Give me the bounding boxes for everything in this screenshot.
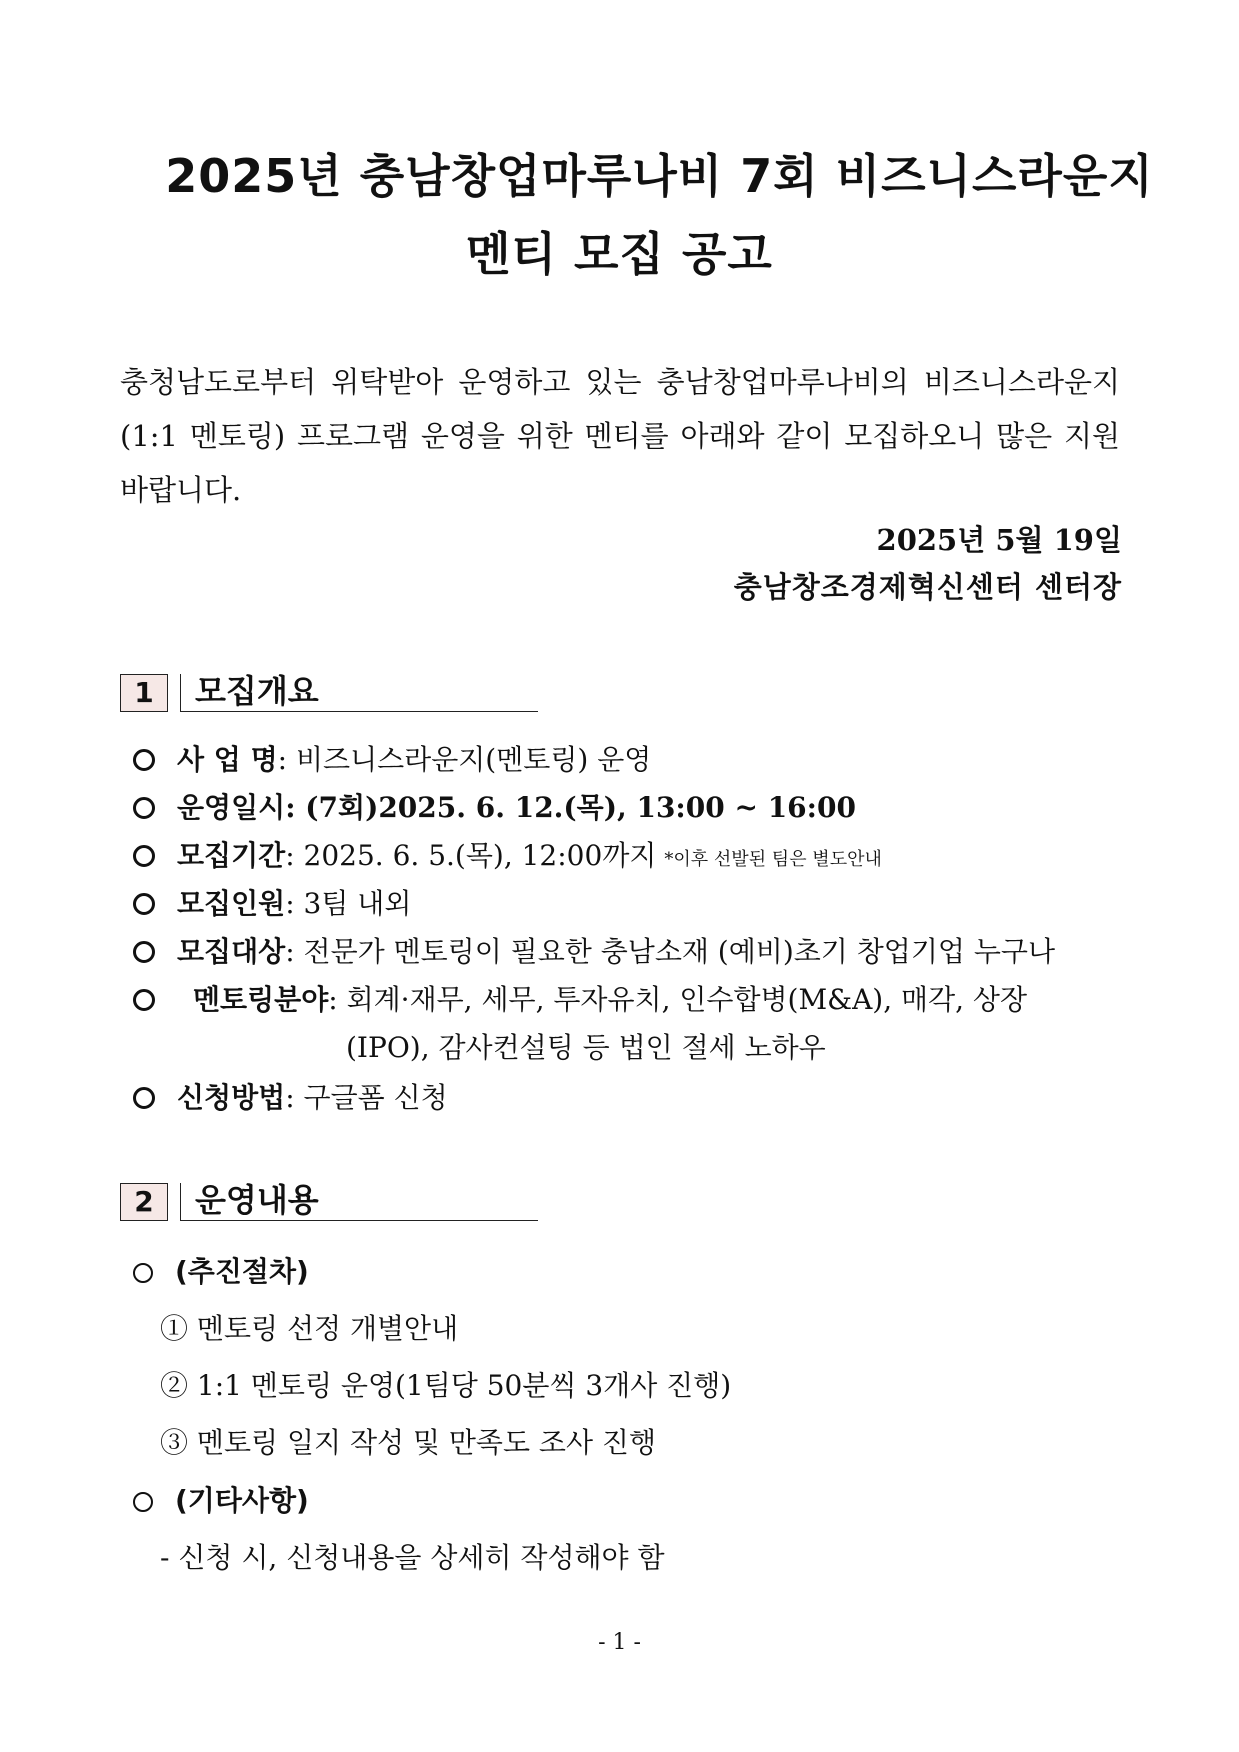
item-label: 모집대상 bbox=[177, 935, 286, 968]
circle-bullet-icon bbox=[133, 797, 155, 819]
other-label: (기타사항) bbox=[175, 1484, 309, 1517]
item-value: : 회계·재무, 세무, 투자유치, 인수합병(M&A), 매각, 상장 bbox=[328, 983, 1028, 1016]
procedure-step: ③ 멘토링 일지 작성 및 만족도 조사 진행 bbox=[160, 1426, 657, 1459]
item-label: 모집인원 bbox=[177, 887, 286, 920]
item-value: : 비즈니스라운지(멘토링) 운영 bbox=[277, 743, 652, 776]
overview-item-headcount bbox=[133, 882, 411, 922]
page-title-line2: 멘티 모집 공고 bbox=[466, 227, 773, 281]
item-value: : 전문가 멘토링이 필요한 충남소재 (예비)초기 창업기업 누구나 bbox=[285, 935, 1055, 968]
item-label: 운영일시 bbox=[177, 791, 286, 824]
circle-bullet-icon bbox=[133, 989, 155, 1011]
circle-bullet-icon bbox=[133, 845, 155, 867]
circle-bullet-icon bbox=[133, 1263, 153, 1283]
section-1-title: 모집개요 bbox=[180, 674, 538, 712]
other-heading bbox=[133, 1479, 309, 1519]
item-label: 사 업 명 bbox=[177, 743, 278, 776]
page-number: - 1 - bbox=[598, 1630, 641, 1655]
item-note: *이후 선발된 팀은 별도안내 bbox=[664, 849, 882, 870]
overview-item-mentoring-field bbox=[133, 978, 1027, 1018]
item-value: : 구글폼 신청 bbox=[285, 1081, 448, 1114]
circle-bullet-icon bbox=[133, 749, 155, 771]
item-label: 모집기간 bbox=[177, 839, 286, 872]
issuer: 충남창조경제혁신센터 센터장 bbox=[733, 570, 1122, 604]
overview-item-mentoring-field-continued bbox=[346, 1026, 826, 1066]
intro-paragraph: 충청남도로부터 위탁받아 운영하고 있는 충남창업마루나비의 비즈니스라운지(1:1 멘토링) 프로그램 운영을 위한 멘티를 아래와 같이 모집하오니 많은 지원 바랍니다. bbox=[120, 365, 1120, 507]
other-item: - 신청 시, 신청내용을 상세히 작성해야 함 bbox=[160, 1541, 665, 1574]
procedure-step: ② 1:1 멘토링 운영(1팀당 50분씩 3개사 진행) bbox=[160, 1369, 732, 1402]
section-1-number: 1 bbox=[120, 674, 168, 712]
page-title-line1: 2025년 충남창업마루나비 7회 비즈니스라운지 bbox=[165, 149, 1154, 203]
circle-bullet-icon bbox=[133, 1087, 155, 1109]
item-value-continued: (IPO), 감사컨설팅 등 법인 절세 노하우 bbox=[346, 1031, 826, 1064]
procedure-label: (추진절차) bbox=[175, 1255, 309, 1288]
announcement-date: 2025년 5월 19일 bbox=[876, 523, 1122, 557]
item-label: 멘토링분야 bbox=[193, 983, 329, 1016]
overview-item-application-method bbox=[133, 1076, 448, 1116]
overview-item-target bbox=[133, 930, 1055, 970]
circle-bullet-icon bbox=[133, 1492, 153, 1512]
procedure-step: ① 멘토링 선정 개별안내 bbox=[160, 1312, 459, 1345]
overview-item-business-name bbox=[133, 738, 651, 778]
overview-item-period bbox=[133, 834, 882, 874]
overview-item-schedule bbox=[133, 786, 856, 826]
item-label: 신청방법 bbox=[177, 1081, 286, 1114]
section-2-title: 운영내용 bbox=[180, 1183, 538, 1221]
circle-bullet-icon bbox=[133, 893, 155, 915]
section-2-number: 2 bbox=[120, 1183, 168, 1221]
procedure-heading bbox=[133, 1250, 309, 1290]
item-value: : 2025. 6. 5.(목), 12:00까지 bbox=[285, 839, 657, 872]
item-value: : (7회)2025. 6. 12.(목), 13:00 ~ 16:00 bbox=[285, 791, 856, 824]
circle-bullet-icon bbox=[133, 941, 155, 963]
item-value: : 3팀 내외 bbox=[285, 887, 412, 920]
